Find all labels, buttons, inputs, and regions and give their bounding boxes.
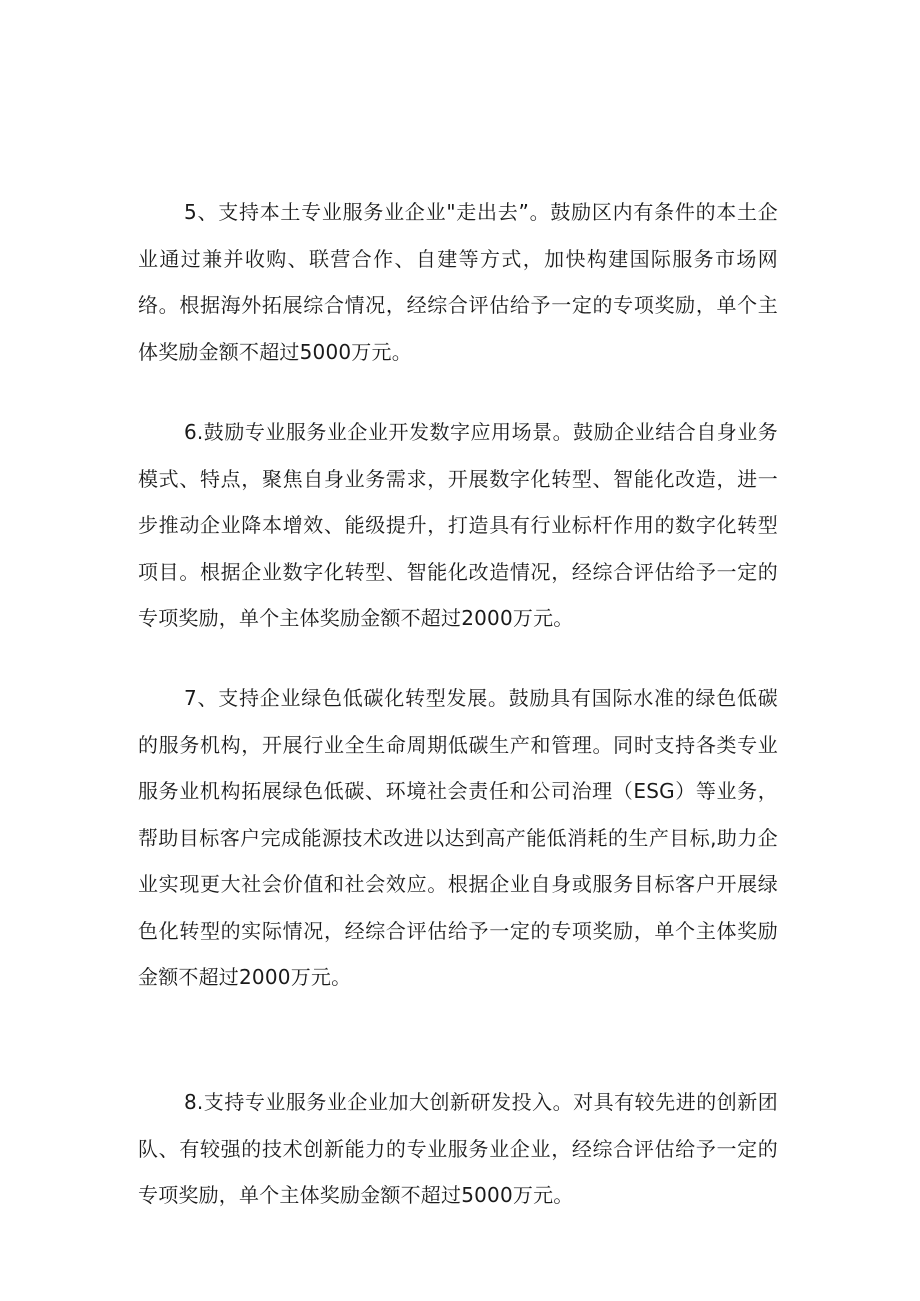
paragraph-item-6: 6.鼓励专业服务业企业开发数字应用场景。鼓励企业结合自身业务模式、特点，聚焦自身业务需求，开展数字化转型、智能化改造，进一步推动企业降本增效、能级提升，打造具有行业标杆作用的数字化转型项目。根据企业数字化转型、智能化改造情况，经综合评估给予一定的专项奖励，单个主体奖励金额不超过2000万元。 bbox=[138, 420, 778, 630]
paragraph-item-5: 5、支持本土专业服务业企业"走出去”。鼓励区内有条件的本土企业通过兼并收购、联营合作、自建等方式，加快构建国际服务市场网络。根据海外拓展综合情况，经综合评估给予一定的专项奖励，单个主体奖励金额不超过5000万元。 bbox=[138, 200, 778, 364]
paragraph-item-8: 8.支持专业服务业企业加大创新研发投入。对具有较先进的创新团队、有较强的技术创新能力的专业服务业企业，经综合评估给予一定的专项奖励，单个主体奖励金额不超过5000万元。 bbox=[138, 1090, 778, 1207]
paragraph-item-7: 7、支持企业绿色低碳化转型发展。鼓励具有国际水准的绿色低碳的服务机构，开展行业全生命周期低碳生产和管理。同时支持各类专业服务业机构拓展绿色低碳、环境社会责任和公司治理（ESG）等业务，帮助目标客户完成能源技术改进以达到高产能低消耗的生产目标,助力企业实现更大社会价值和社会效应。根据企业自身或服务目标客户开展绿色化转型的实际情况，经综合评估给予一定的专项奖励，单个主体奖励金额不超过2000万元。 bbox=[138, 686, 778, 989]
